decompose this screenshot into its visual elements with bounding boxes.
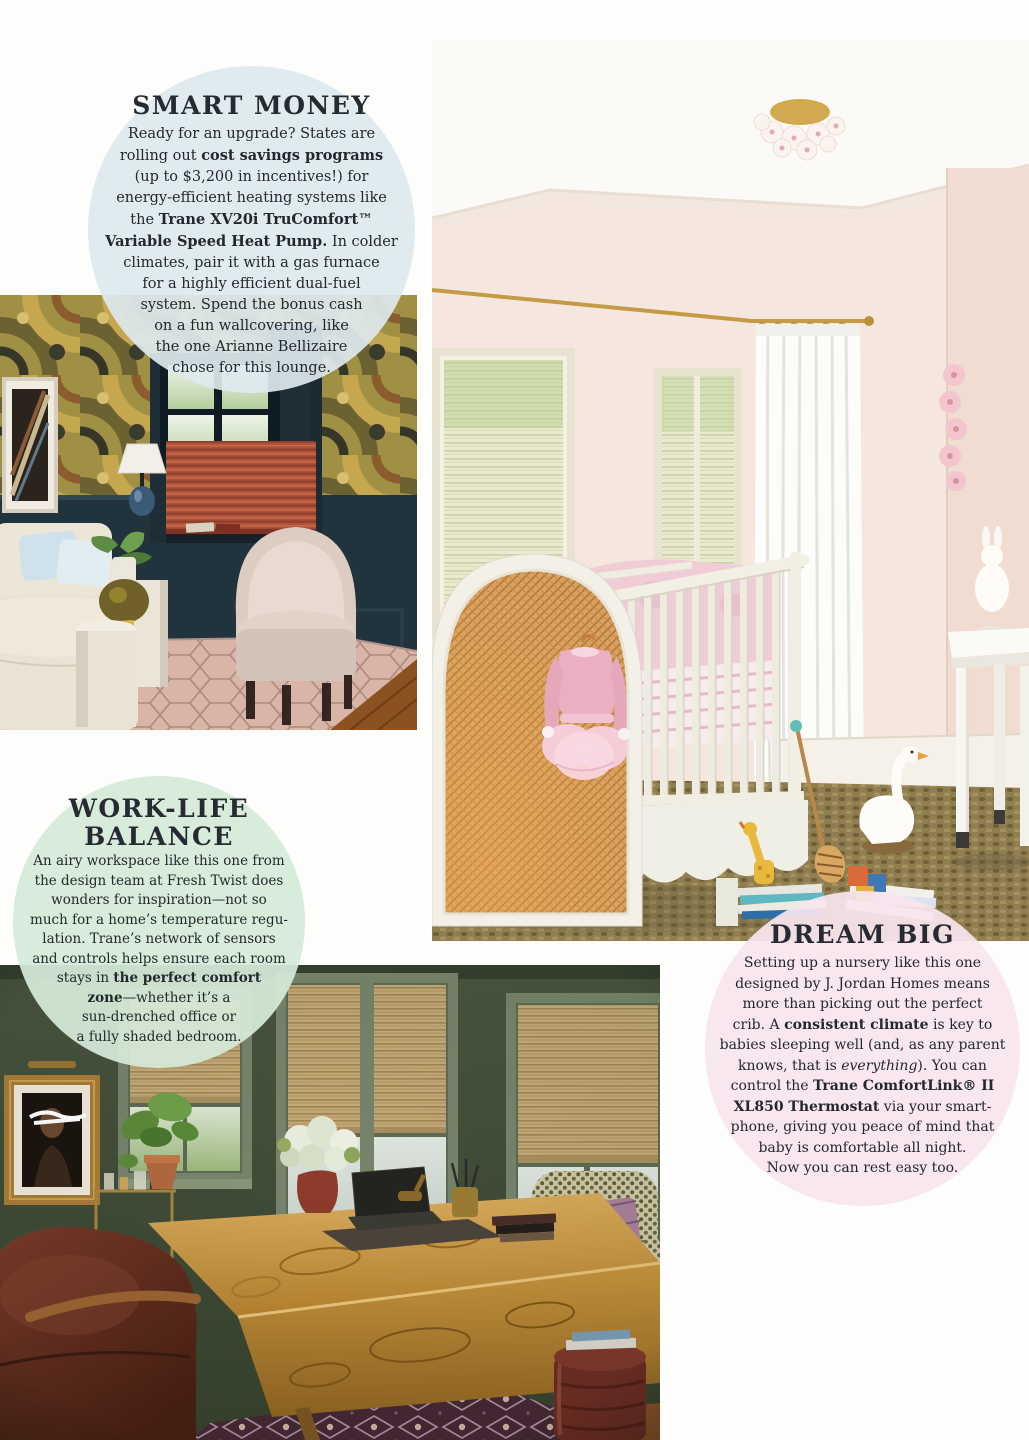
- nursery-photo: [432, 40, 1029, 941]
- dream-big-title: DREAM BIG: [770, 920, 955, 949]
- smart-money-text: Ready for an upgrade? States are rolling out cost savings programs (up to $3,200 in incentives!) for energy-efficient heating systems like the Trane XV20i TruComfort™ Variable Speed Heat Pump. In colder climates, pair it with a gas furnace for a highly efficient dual-fuel system. Spend the bonus cash on a fun wallcovering, like the one Arianne Bellizaire chose for this lounge.: [105, 126, 398, 376]
- work-life-title-line1: WORK-LIFE: [68, 794, 250, 823]
- smart-money-bubble: [88, 66, 415, 393]
- smart-money-title: SMART MONEY: [132, 91, 371, 120]
- work-life-text: An airy workspace like this one from the design team at Fresh Twist does wonders for inspiration—not so much for a home’s temperature regu- lation. Trane’s network of sensors and controls helps ensure each room stays in the perfect comfort zone—whether it’s a sun-drenched office or a fully shaded bedroom.: [30, 853, 288, 1045]
- dream-big-bubble: [705, 891, 1020, 1206]
- dream-big-text: Setting up a nursery like this one designed by J. Jordan Homes means more than picking out the perfect crib. A consistent climate is key to babies sleeping well (and, as any parent knows, that is everything). You can control the Trane ComfortLink® II XL850 Thermostat via your smart- phone, giving you peace of mind that baby is comfortable all night. Now you can rest easy too.: [719, 955, 1006, 1176]
- pleated-shade: [166, 441, 316, 534]
- framed-art: [2, 377, 58, 513]
- work-life-bubble: [13, 776, 305, 1068]
- work-life-title-line2: BALANCE: [84, 822, 234, 851]
